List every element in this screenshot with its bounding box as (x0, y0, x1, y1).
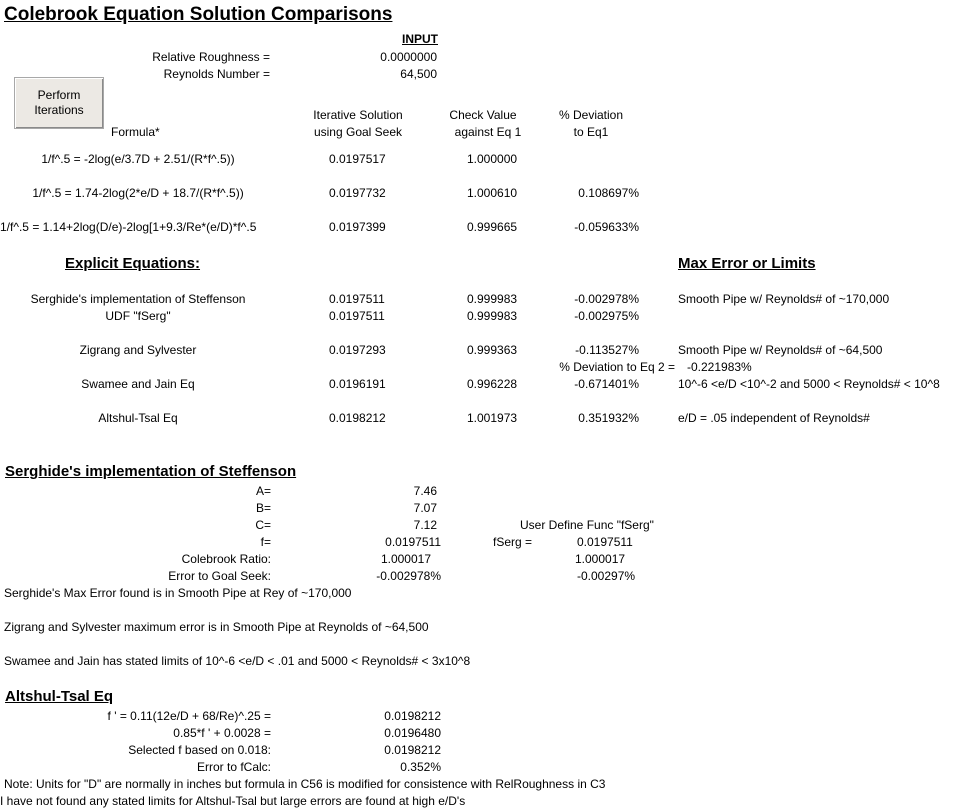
formula-row-3-deviation: -0.059633% (574, 220, 639, 234)
altshul-selected-label: Selected f based on 0.018: (128, 743, 271, 757)
altshul-error-value: 0.352% (400, 760, 441, 774)
altshul-f2-label: 0.85*f ' + 0.0028 = (173, 726, 271, 740)
formula-row-3-check: 0.999665 (467, 220, 518, 234)
error-goal-seek-value: -0.002978% (376, 569, 441, 583)
input-header: INPUT (402, 32, 438, 46)
goal-seek-header: using Goal Seek (313, 125, 403, 139)
serghide-c-value: 7.12 (413, 518, 437, 532)
explicit-row-serghide-note: Smooth Pipe w/ Reynolds# of ~170,000 (678, 292, 890, 306)
serghide-b-value: 7.07 (413, 501, 437, 515)
serghide-a-value: 7.46 (413, 484, 437, 498)
serghide-b-label: B= (255, 501, 271, 515)
altshul-units-note: Note: Units for "D" are normally in inches but formula in C56 is modified for consistence with RelRoughness in C3 (4, 777, 606, 791)
serghide-heading: Serghide's implementation of Steffenson (5, 463, 297, 480)
serghide-f-label: f= (260, 535, 271, 549)
explicit-row-serghide-f: 0.0197511 (329, 292, 385, 306)
serghide-f-value: 0.0197511 (385, 535, 441, 549)
page-title: Colebrook Equation Solution Comparisons (4, 4, 393, 25)
fserg-label: fSerg = (493, 535, 533, 549)
relative-roughness-value[interactable]: 0.0000000 (380, 50, 437, 64)
explicit-row-zigrang-check: 0.999363 (467, 343, 518, 357)
serghide-a-label: A= (255, 484, 271, 498)
colebrook-ratio-label: Colebrook Ratio: (181, 552, 271, 566)
explicit-row-serghide-check: 0.999983 (467, 292, 518, 306)
explicit-row-swamee-f: 0.0196191 (329, 377, 386, 391)
iterative-solution-header: Iterative Solution (313, 108, 403, 122)
explicit-row-altshul-check: 1.001973 (467, 411, 518, 425)
explicit-row-serghide-name: Serghide's implementation of Steffenson (30, 292, 246, 306)
explicit-row-serghide-deviation: -0.002978% (574, 292, 639, 306)
udf-label: User Define Func "fSerg" (520, 518, 654, 532)
altshul-f1-value: 0.0198212 (384, 709, 441, 723)
explicit-row-swamee-note: 10^-6 <e/D <10^-2 and 5000 < Reynolds# < 10^8 (678, 377, 940, 391)
explicit-row-udf-f: 0.0197511 (329, 309, 385, 323)
altshul-error-label: Error to fCalc: (196, 760, 271, 774)
explicit-row-udf-check: 0.999983 (467, 309, 518, 323)
udf-error-value: -0.00297% (577, 569, 636, 583)
formula-row-1-formula: 1/f^.5 = -2log(e/3.7D + 2.51/(R*f^.5)) (41, 152, 235, 166)
explicit-row-altshul-note: e/D = .05 independent of Reynolds# (678, 411, 870, 425)
serghide-max-error-note: Serghide's Max Error found is in Smooth Pipe at Rey of ~170,000 (4, 586, 352, 600)
check-value-header: Check Value (449, 108, 517, 122)
error-goal-seek-label: Error to Goal Seek: (168, 569, 271, 583)
formula-row-2-formula: 1/f^.5 = 1.74-2log(2*e/D + 18.7/(R*f^.5)) (32, 186, 244, 200)
zigrang-max-error-note: Zigrang and Sylvester maximum error is in Smooth Pipe at Reynolds of ~64,500 (4, 620, 429, 634)
altshul-limits-note: I have not found any stated limits for Altshul-Tsal but large errors are found at high e/D's (0, 794, 466, 808)
altshul-heading: Altshul-Tsal Eq (5, 688, 114, 705)
swamee-limits-note: Swamee and Jain has stated limits of 10^-6 <e/D < .01 and 5000 < Reynolds# < 3x10^8 (4, 654, 471, 668)
formula-row-3-iterative: 0.0197399 (329, 220, 386, 234)
formula-row-1-iterative: 0.0197517 (329, 152, 386, 166)
formula-row-3-formula: 1/f^.5 = 1.14+2log(D/e)-2log[1+9.3/Re*(e/D)*f^.5 (0, 220, 257, 234)
explicit-row-udf-deviation: -0.002975% (574, 309, 639, 323)
explicit-row-zigrang-name: Zigrang and Sylvester (79, 343, 197, 357)
serghide-c-label: C= (255, 518, 271, 532)
formula-row-2-iterative: 0.0197732 (329, 186, 386, 200)
altshul-f1-label: f ' = 0.11(12e/D + 68/Re)^.25 = (107, 709, 271, 723)
explicit-row-swamee-name: Swamee and Jain Eq (81, 377, 195, 391)
deviation-header: % Deviation (558, 108, 624, 122)
explicit-row-zigrang-deviation: -0.113527% (575, 343, 639, 357)
formula-row-2-check: 1.000610 (467, 186, 518, 200)
reynolds-number-label: Reynolds Number = (163, 67, 270, 81)
udf-ratio-value: 1.000017 (575, 552, 626, 566)
explicit-row-zigrang-note: Smooth Pipe w/ Reynolds# of ~64,500 (678, 343, 883, 357)
altshul-f2-value: 0.0196480 (384, 726, 441, 740)
explicit-row-udf-name: UDF "fSerg" (105, 309, 171, 323)
fserg-value: 0.0197511 (577, 535, 633, 549)
to-eq1-header: to Eq1 (573, 125, 609, 139)
reynolds-number-value[interactable]: 64,500 (400, 67, 437, 81)
formula-row-1-check: 1.000000 (467, 152, 518, 166)
explicit-row-altshul-deviation: 0.351932% (578, 411, 639, 425)
explicit-row-altshul-f: 0.0198212 (329, 411, 386, 425)
relative-roughness-label: Relative Roughness = (152, 50, 270, 64)
explicit-row-altshul-name: Altshul-Tsal Eq (98, 411, 178, 425)
explicit-equations-heading: Explicit Equations: (65, 255, 201, 272)
deviation-eq2-label: % Deviation to Eq 2 = (559, 360, 675, 374)
colebrook-ratio-value: 1.000017 (380, 552, 431, 566)
explicit-row-swamee-deviation: -0.671401% (574, 377, 639, 391)
perform-iterations-button[interactable]: Perform Iterations (14, 77, 104, 129)
formula-row-2-deviation: 0.108697% (578, 186, 639, 200)
explicit-row-zigrang-f: 0.0197293 (329, 343, 386, 357)
against-eq1-header: against Eq 1 (454, 125, 522, 139)
altshul-selected-value: 0.0198212 (384, 743, 441, 757)
deviation-eq2-value: -0.221983% (687, 360, 752, 374)
explicit-row-swamee-check: 0.996228 (467, 377, 518, 391)
max-error-heading: Max Error or Limits (678, 255, 816, 272)
formula-column-header: Formula* (111, 125, 160, 139)
